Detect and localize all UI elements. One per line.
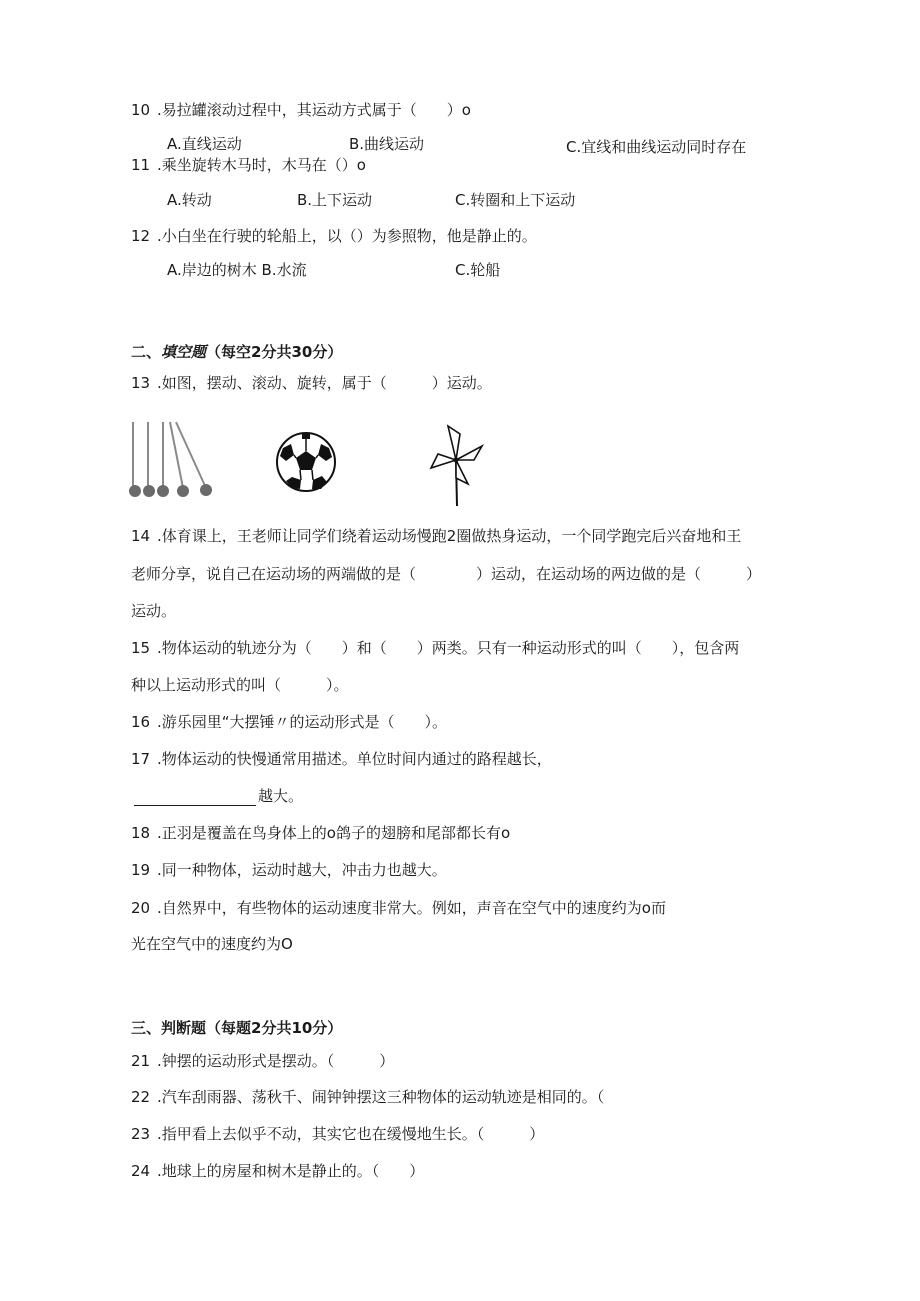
section-heading-fill-in (131, 342, 342, 362)
question-number: 13 (131, 374, 151, 392)
question-14-line-2: 老师分享，说自己在运动场的两端做的是（ ）运动，在运动场的两边做的是（ ） (131, 565, 762, 583)
q11-option-a: A.转动 (167, 191, 212, 209)
question-14-line-3: 运动。 (131, 602, 177, 620)
question-21-text: .钟摆的运动形式是摆动。（ ） (157, 1052, 395, 1070)
question-14-line-1: .体育课上，王老师让同学们绕着运动场慢跑2圈做热身运动，一个同学跑完后兴奋地和王 (157, 527, 742, 545)
question-16-text: .游乐园里“大摆锤〃的运动形式是（ ）。 (157, 713, 448, 731)
question-number: 21 (131, 1052, 151, 1070)
q10-option-b: B.曲线运动 (349, 135, 425, 153)
question-number: 23 (131, 1125, 151, 1143)
question-number: 12 (131, 227, 151, 245)
pendulum-figure (126, 420, 218, 500)
question-11-text: .乘坐旋转木马时，木马在（）o (157, 156, 366, 174)
question-number: 19 (131, 861, 151, 879)
q12-option-ab: A.岸边的树木 B.水流 (167, 261, 307, 279)
question-15-line-2: 种以上运动形式的叫（ ）。 (131, 676, 349, 694)
question-13-text: .如图，摆动、滚动、旋转，属于（ ）运动。 (157, 374, 492, 392)
question-19-text: .同一种物体，运动时越大，冲击力也越大。 (157, 861, 447, 879)
question-number: 10 (131, 101, 151, 119)
q11-option-b: B.上下运动 (297, 191, 373, 209)
question-22-text: .汽车刮雨器、荡秋千、闹钟钟摆这三种物体的运动轨迹是相同的。（ (157, 1088, 605, 1106)
question-23-text: .指甲看上去似乎不动，其实它也在缓慢地生长。（ ） (157, 1125, 545, 1143)
pinwheel-figure (428, 424, 486, 508)
question-18-text: .正羽是覆盖在鸟身体上的o鸽子的翅膀和尾部都长有o (157, 824, 511, 842)
question-number: 16 (131, 713, 151, 731)
question-number: 17 (131, 750, 151, 768)
question-12-text: .小白坐在行驶的轮船上，以（）为参照物，他是静止的。 (157, 227, 537, 245)
question-17-line-1: .物体运动的快慢通常用描述。单位时间内通过的路程越长， (157, 750, 552, 768)
q12-option-c: C.轮船 (455, 261, 501, 279)
question-17-line-2 (134, 786, 303, 806)
q10-option-c: C.宜线和曲线运动同时存在 (566, 138, 747, 156)
section-title: 填空题 (161, 343, 207, 361)
question-15-line-1: .物体运动的轨迹分为（ ）和（ ）两类。只有一种运动形式的叫（ ），包含两 (157, 639, 740, 657)
question-number: 14 (131, 527, 151, 545)
section-prefix: 二、 (131, 343, 162, 361)
answer-blank (134, 789, 256, 806)
question-number: 18 (131, 824, 151, 842)
question-number: 22 (131, 1088, 151, 1106)
question-number: 24 (131, 1162, 151, 1180)
question-17-suffix: 越大。 (258, 787, 304, 805)
question-number: 15 (131, 639, 151, 657)
question-number: 20 (131, 899, 151, 917)
question-number: 11 (131, 156, 151, 174)
section-note: （每空2分共30分） (206, 343, 343, 361)
q10-option-a: A.直线运动 (167, 135, 242, 153)
q11-option-c: C.转圈和上下运动 (455, 191, 576, 209)
question-20-line-2: 光在空气中的速度约为O (131, 935, 293, 953)
question-24-text: .地球上的房屋和树木是静止的。（ ） (157, 1162, 425, 1180)
section-heading-true-false: 三、判断题（每题2分共10分） (131, 1019, 343, 1037)
soccer-ball-figure (274, 430, 338, 494)
question-10-text: .易拉罐滚动过程中，其运动方式属于（ ）o (157, 101, 471, 119)
question-20-line-1: .自然界中，有些物体的运动速度非常大。例如，声音在空气中的速度约为o而 (157, 899, 666, 917)
